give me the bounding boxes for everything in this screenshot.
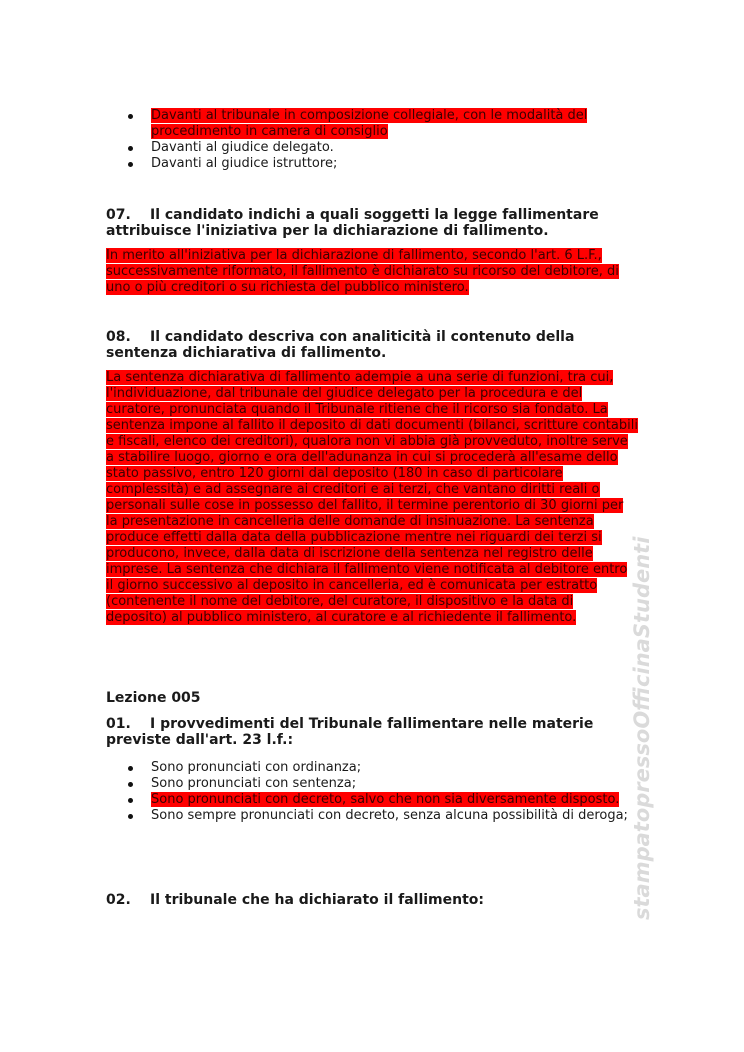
answer-07: In merito all'iniziativa per la dichiarazione di fallimento, secondo l'art. 6 L.F., successivamente riformato, il fallimento è dichiarato su ricorso del debitore, di uno o più creditori o su richiesta del pubblico ministero. — [106, 248, 619, 295]
question-08: 08. Il candidato descriva con analiticità il contenuto della sentenza dichiarativa di fallimento. — [106, 329, 575, 361]
list-item: Sono pronunciati con sentenza; — [128, 776, 638, 792]
question-07: 07. Il candidato indichi a quali soggetti la legge fallimentare attribuisce l'iniziativa per la dichiarazione di fallimento. — [106, 207, 599, 239]
bullet-icon — [128, 814, 133, 819]
bullet-icon — [128, 766, 133, 771]
list-item: Sono pronunciati con ordinanza; — [128, 760, 638, 776]
list-item: Davanti al tribunale in composizione collegiale, con le modalità del procedimento in camera di consiglio — [128, 108, 638, 140]
list-item: Sono pronunciati con decreto, salvo che non sia diversamente disposto. — [128, 792, 638, 808]
bullet-icon — [128, 782, 133, 787]
bullet-icon — [128, 162, 133, 167]
list-item: Davanti al giudice istruttore; — [128, 156, 638, 172]
list-item: Davanti al giudice delegato. — [128, 140, 638, 156]
list-item: Sono sempre pronunciati con decreto, senza alcuna possibilità di deroga; — [128, 808, 638, 824]
answer-08: La sentenza dichiarativa di fallimento adempie a una serie di funzioni, tra cui, l'individuazione, dal tribunale del giudice delegato per la procedura e del curatore, pronunciata quando il Tribunale ritiene che il ricorso sia fondato. La sentenza impone al fallito il deposito di dati documenti (bilanci, scritture contabili e fiscali, elenco dei creditori), qualora non vi abbia già provveduto, inoltre serve a stabilire luogo, giorno e ora dell'adunanza in cui si procederà all'esame dello stato passivo, entro 120 giorni dal deposito (180 in caso di particolare complessità) e ad assegnare ai creditori e ai terzi, che vantano diritti reali o personali sulle cose in possesso del fallito, il termine perentorio di 30 giorni per la presentazione in cancelleria delle domande di insinuazione. La sentenza produce effetti dalla data della pubblicazione mentre nei riguardi dei terzi si producono, invece, dalla data di iscrizione della sentenza nel registro delle imprese. La sentenza che dichiara il fallimento viene notificata al debitore entro il giorno successivo al deposito in cancelleria, ed è comunicata per estratto (contenente il nome del debitore, del curatore, il dispositivo e la data di deposito) al pubblico ministero, al curatore e al richiedente il fallimento. — [106, 370, 638, 625]
answer-options-list-2 — [128, 760, 638, 824]
lesson-heading: Lezione 005 — [106, 690, 201, 706]
question-02: 02. Il tribunale che ha dichiarato il fallimento: — [106, 892, 485, 908]
answer-options-list-1 — [128, 108, 638, 172]
bullet-icon — [128, 798, 133, 803]
bullet-icon — [128, 146, 133, 151]
bullet-icon — [128, 114, 133, 119]
watermark: stampatopressoOfficinaStudenti — [630, 536, 654, 920]
question-01: 01. I provvedimenti del Tribunale fallimentare nelle materie previste dall'art. 23 l.f.: — [106, 716, 594, 748]
